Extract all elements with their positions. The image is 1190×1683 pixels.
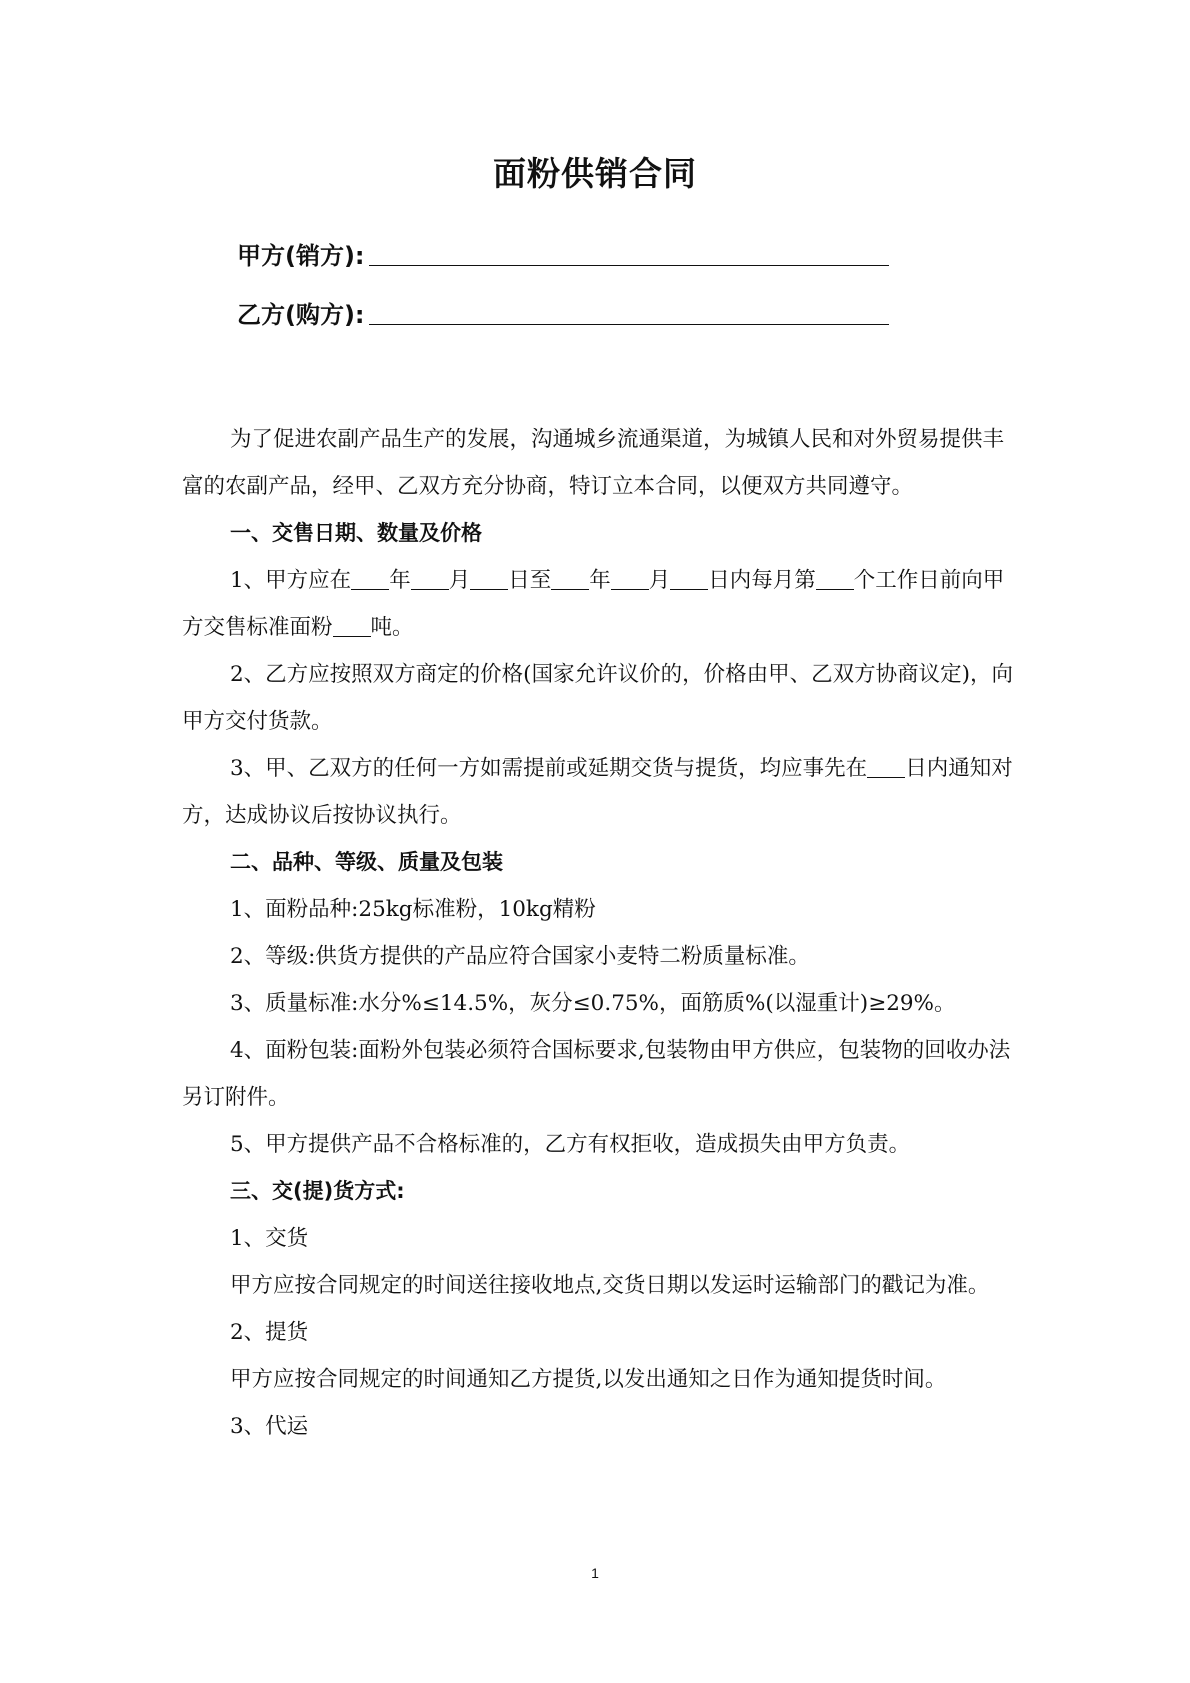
blank-field[interactable] xyxy=(867,757,905,778)
section-2-clause-2: 2、等级:供货方提供的产品应符合国家小麦特二粉质量标准。 xyxy=(230,944,810,969)
intro-paragraph: 为了促进农副产品生产的发展，沟通城乡流通渠道，为城镇人民和对外贸易提供丰富的农副产品，经甲、乙双方充分协商，特订立本合同，以便双方共同遵守。 xyxy=(182,427,1005,499)
section-1-clause-2: 2、乙方应按照双方商定的价格(国家允许议价的，价格由甲、乙双方协商议定)，向甲方交付货款。 xyxy=(182,662,1013,734)
section-2-clause-3: 3、质量标准:水分%≤14.5%，灰分≤0.75%，面筋质%(以湿重计)≥29%。 xyxy=(230,991,956,1016)
blank-field[interactable] xyxy=(816,569,854,590)
blank-field[interactable] xyxy=(333,616,371,637)
party-a-blank[interactable] xyxy=(369,243,889,266)
section-3-clause-3: 3、代运 xyxy=(230,1414,309,1439)
section-1-heading: 一、交售日期、数量及价格 xyxy=(230,521,482,545)
section-3-clause-1: 1、交货 xyxy=(230,1226,309,1251)
contract-body xyxy=(182,416,1022,1450)
section-2-clause-5: 5、甲方提供产品不合格标准的，乙方有权拒收，造成损失由甲方负责。 xyxy=(230,1132,911,1157)
party-a-line xyxy=(237,236,889,271)
section-2-clause-1: 1、面粉品种:25kg标准粉，10kg精粉 xyxy=(230,897,596,922)
section-3-clause-2: 2、提货 xyxy=(230,1320,309,1345)
section-2-heading: 二、品种、等级、质量及包装 xyxy=(230,850,503,874)
blank-field[interactable] xyxy=(351,569,389,590)
party-b-line xyxy=(237,295,889,330)
blank-field[interactable] xyxy=(551,569,589,590)
blank-field[interactable] xyxy=(670,569,708,590)
document-title: 面粉供销合同 xyxy=(493,154,697,193)
section-3-heading: 三、交(提)货方式: xyxy=(230,1179,405,1203)
page-number: 1 xyxy=(591,1565,599,1581)
party-a-label: 甲方(销方): xyxy=(237,242,365,270)
section-1-clause-3: 3、甲、乙双方的任何一方如需提前或延期交货与提货，均应事先在 日内通知对方，达成协议后按协议执行。 xyxy=(182,756,1013,828)
section-3-clause-2-text: 甲方应按合同规定的时间通知乙方提货,以发出通知之日作为通知提货时间。 xyxy=(230,1367,947,1392)
blank-field[interactable] xyxy=(411,569,449,590)
blank-field[interactable] xyxy=(611,569,649,590)
section-3-clause-1-text: 甲方应按合同规定的时间送往接收地点,交货日期以发运时运输部门的戳记为准。 xyxy=(230,1273,990,1298)
section-1-clause-1: 1、甲方应在 年 月 日至 年 月 日内每月第 个工作日前向甲方交售标准面粉 吨。 xyxy=(182,568,1005,640)
party-b-blank[interactable] xyxy=(369,302,889,325)
blank-field[interactable] xyxy=(470,569,508,590)
party-b-label: 乙方(购方): xyxy=(237,301,365,329)
section-2-clause-4: 4、面粉包装:面粉外包装必须符合国标要求,包装物由甲方供应，包装物的回收办法另订附件。 xyxy=(182,1038,1011,1110)
